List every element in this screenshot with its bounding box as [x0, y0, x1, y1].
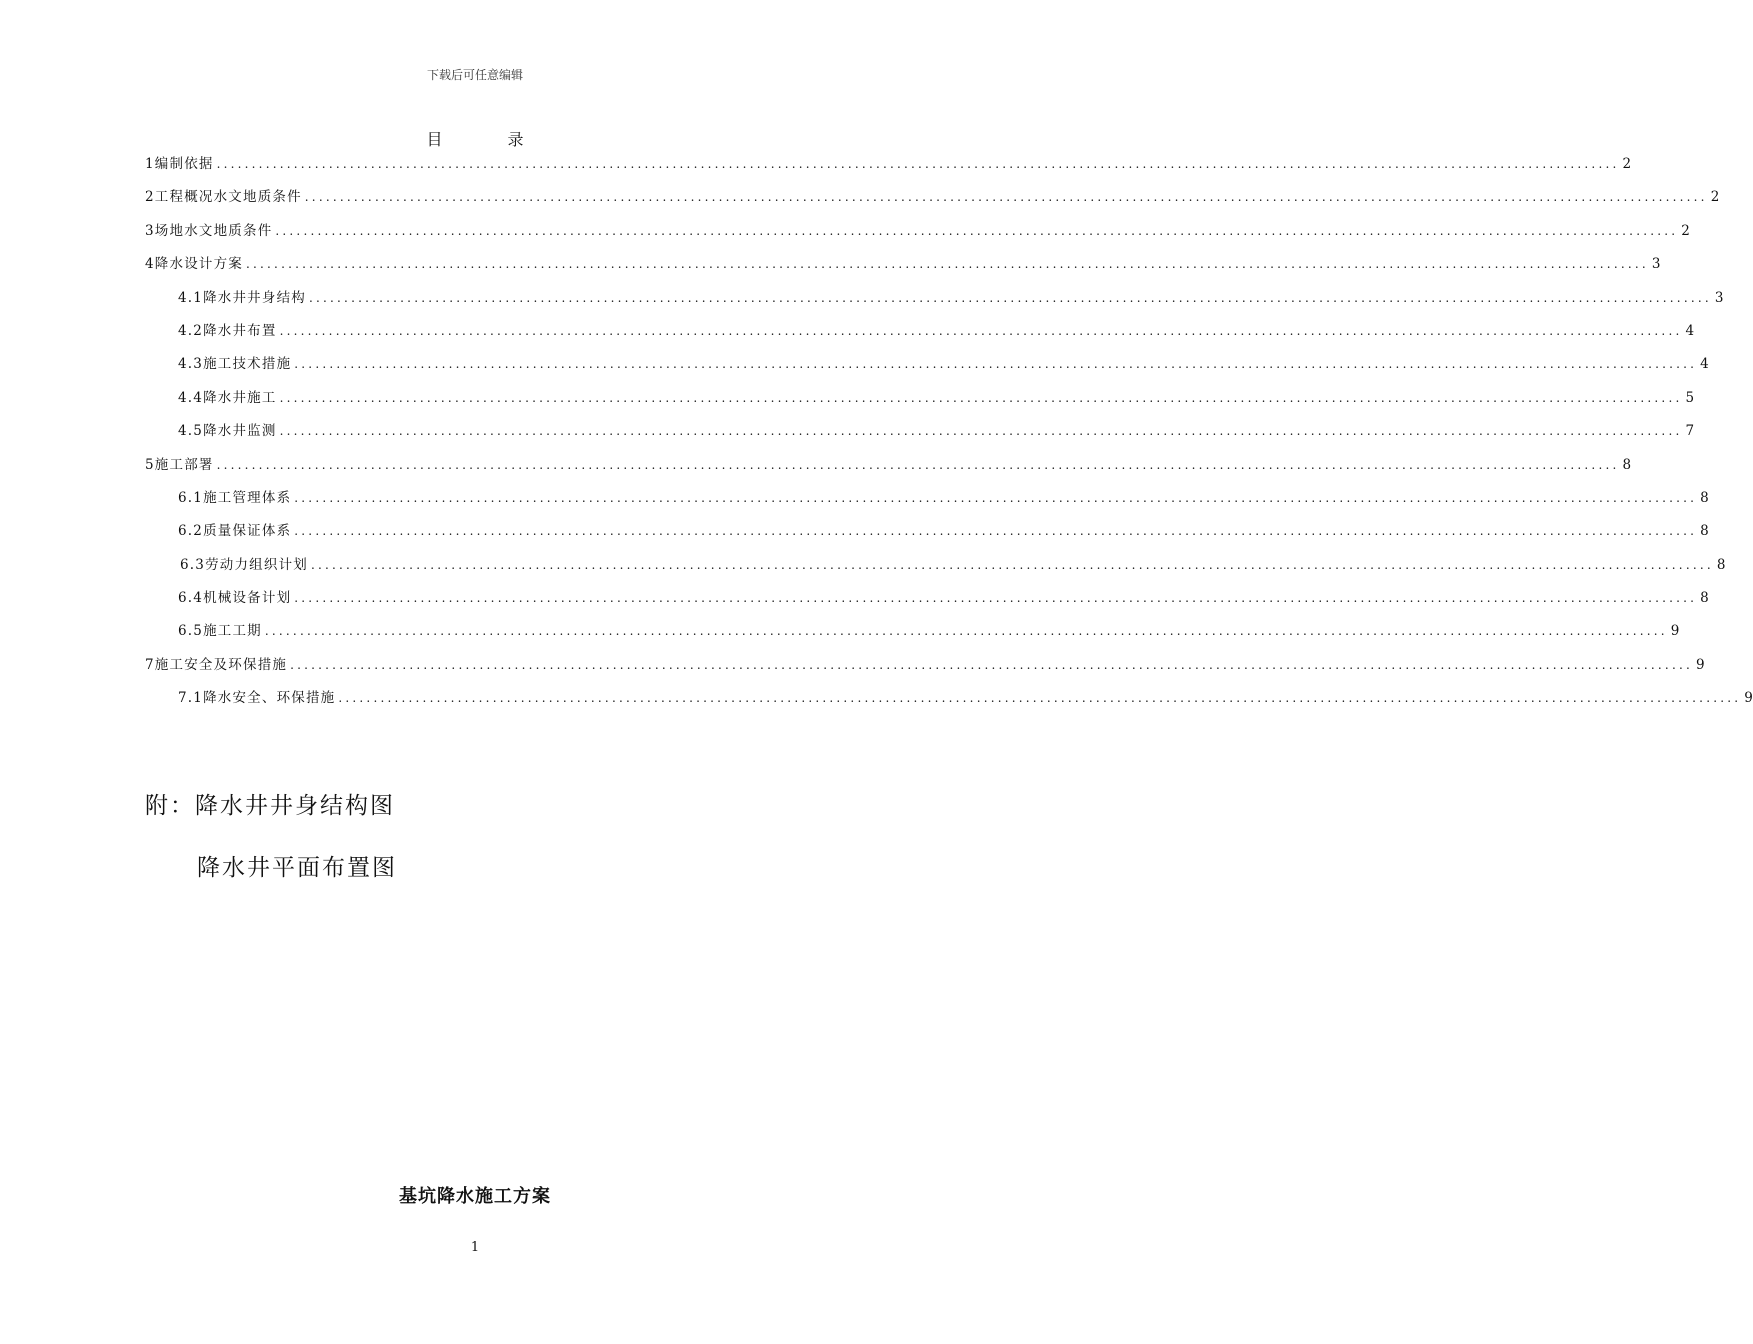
toc-entry-label: 4.2降水井布置 — [178, 322, 277, 339]
toc-entry[interactable] — [145, 319, 1695, 352]
toc-entry[interactable] — [145, 653, 1705, 686]
toc-entry[interactable] — [145, 486, 1709, 519]
header-note: 下载后可任意编辑 — [426, 68, 523, 82]
toc-entry-page: 8 — [1700, 523, 1709, 540]
toc-entry[interactable] — [145, 519, 1709, 552]
toc-entry-page: 4 — [1685, 322, 1695, 339]
toc-dot-leader: ........................................................................................................................................................................................................ — [304, 190, 1708, 205]
toc-dot-leader: ........................................................................................................................................................................................................ — [264, 624, 1668, 639]
toc-entry[interactable] — [145, 586, 1709, 619]
toc-entry-page: 9 — [1670, 623, 1680, 640]
toc-entry-label: 4.5降水井监测 — [178, 423, 277, 440]
toc-entry-label: 4.1降水井井身结构 — [178, 289, 306, 306]
toc-dot-leader: ........................................................................................................................................................................................................ — [294, 591, 1698, 606]
toc-entry-page: 9 — [1695, 656, 1705, 673]
toc-entry-page: 3 — [1651, 256, 1661, 273]
toc-entry-label: 6.2质量保证体系 — [178, 523, 292, 540]
appendix — [145, 788, 397, 912]
toc-dot-leader: ........................................................................................................................................................................................................ — [275, 223, 1679, 238]
toc-dot-leader: ........................................................................................................................................................................................................ — [338, 691, 1742, 706]
toc-entry-page: 5 — [1685, 389, 1695, 406]
toc-entry[interactable] — [145, 185, 1720, 218]
toc-dot-leader: ........................................................................................................................................................................................................ — [279, 424, 1683, 439]
toc-entry-page: 9 — [1744, 690, 1753, 707]
toc-entry-label: 7.1降水安全、环保措施 — [178, 690, 336, 707]
toc-entry-label: 4降水设计方案 — [145, 256, 243, 273]
toc-entry-label: 6.3劳动力组织计划 — [180, 556, 308, 573]
toc-dot-leader: ........................................................................................................................................................................................................ — [310, 557, 1714, 572]
toc-entry[interactable] — [145, 686, 1753, 719]
toc-entry-label: 5施工部署 — [145, 456, 214, 473]
toc-entry-page: 8 — [1622, 456, 1632, 473]
toc-dot-leader: ........................................................................................................................................................................................................ — [294, 524, 1698, 539]
toc-entry-label: 6.5施工工期 — [178, 623, 262, 640]
toc-entry[interactable] — [145, 252, 1661, 285]
toc-entry-label: 6.1施工管理体系 — [178, 489, 292, 506]
toc-entry[interactable] — [145, 453, 1632, 486]
appendix-line-1: 附：降水井井身结构图 — [145, 793, 395, 819]
toc-dot-leader: ........................................................................................................................................................................................................ — [294, 357, 1698, 372]
toc-entry[interactable] — [145, 386, 1695, 419]
toc-entry-page: 2 — [1681, 222, 1690, 239]
document-title: 基坑降水施工方案 — [399, 1186, 551, 1207]
toc-entry-label: 3场地水文地质条件 — [145, 222, 273, 239]
toc-entry-page: 3 — [1714, 289, 1724, 306]
toc-dot-leader: ........................................................................................................................................................................................................ — [294, 490, 1698, 505]
toc-entry[interactable] — [145, 553, 1726, 586]
toc-entry-page: 8 — [1700, 489, 1709, 506]
toc-dot-leader: ........................................................................................................................................................................................................ — [216, 157, 1620, 171]
toc-entry-label: 4.4降水井施工 — [178, 389, 277, 406]
toc-entry-page: 8 — [1716, 556, 1726, 573]
toc-entry[interactable] — [145, 219, 1690, 252]
toc-entry-page: 4 — [1700, 356, 1709, 373]
table-of-contents — [145, 152, 1753, 720]
appendix-line-2: 降水井平面布置图 — [197, 855, 397, 881]
toc-entry-label: 1编制依据 — [145, 156, 214, 172]
toc-title: 目 录 — [426, 130, 554, 149]
toc-dot-leader: ........................................................................................................................................................................................................ — [279, 390, 1683, 405]
toc-entry-page: 2 — [1622, 156, 1632, 172]
toc-entry[interactable] — [145, 152, 1632, 185]
toc-entry[interactable] — [145, 419, 1695, 452]
toc-entry-label: 2工程概况水文地质条件 — [145, 189, 302, 206]
page-number: 1 — [470, 1240, 480, 1255]
toc-dot-leader: ........................................................................................................................................................................................................ — [290, 657, 1693, 672]
toc-entry-page: 7 — [1685, 423, 1695, 440]
toc-entry[interactable] — [145, 352, 1709, 385]
toc-entry-label: 4.3施工技术措施 — [178, 356, 292, 373]
toc-entry[interactable] — [145, 619, 1680, 652]
toc-entry-page: 8 — [1700, 590, 1709, 607]
toc-dot-leader: ........................................................................................................................................................................................................ — [279, 323, 1683, 338]
toc-entry-label: 7施工安全及环保措施 — [145, 656, 288, 673]
toc-entry-label: 6.4机械设备计划 — [178, 590, 292, 607]
toc-dot-leader: ........................................................................................................................................................................................................ — [308, 290, 1712, 305]
toc-entry[interactable] — [145, 286, 1724, 319]
toc-dot-leader: ........................................................................................................................................................................................................ — [246, 257, 1649, 272]
toc-dot-leader: ........................................................................................................................................................................................................ — [216, 457, 1620, 472]
toc-entry-page: 2 — [1710, 189, 1720, 206]
